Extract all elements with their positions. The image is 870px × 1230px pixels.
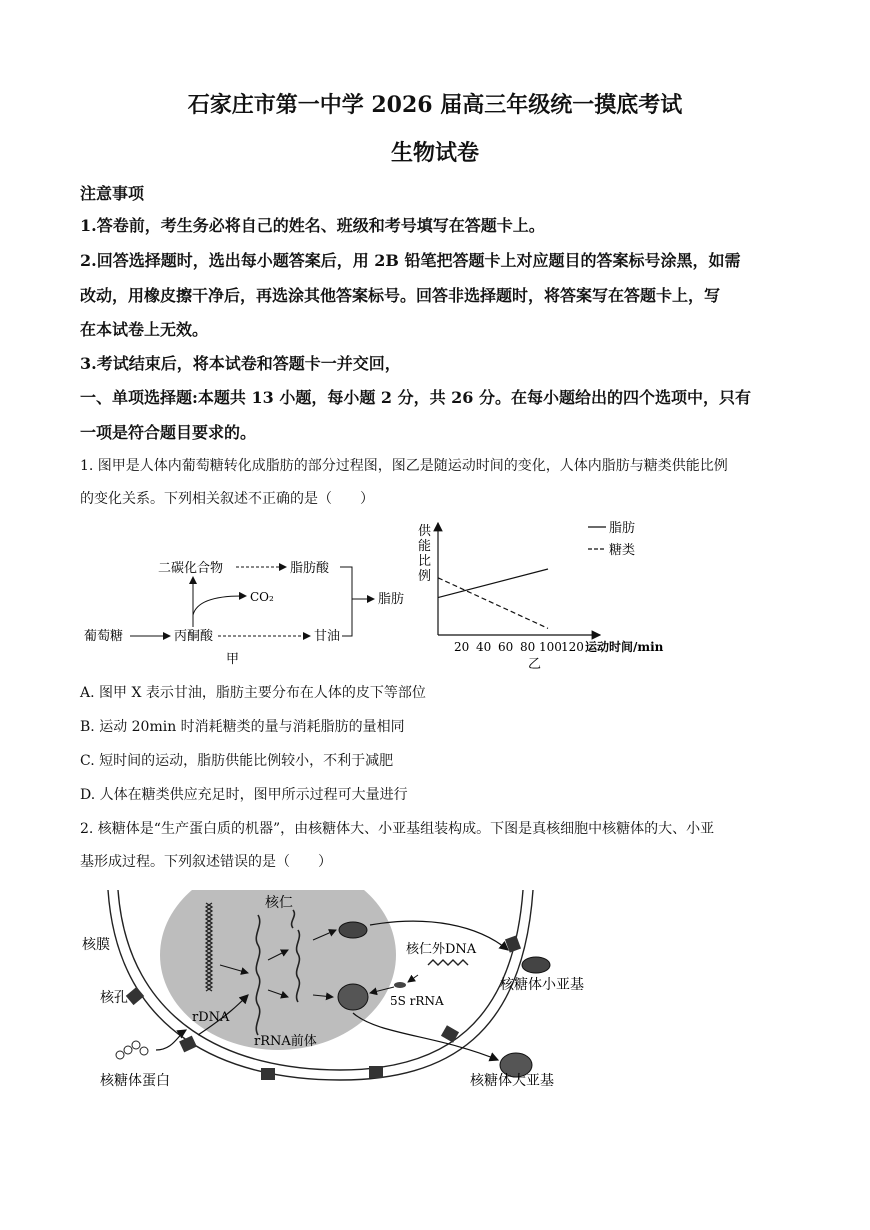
- large-subunit-precursor: [338, 984, 368, 1010]
- pyruvate-label: 丙酮酸: [174, 629, 214, 644]
- q1-chart-yi: [410, 515, 685, 675]
- section-heading-line-2: 一项是符合题目要求的。: [80, 423, 257, 442]
- chart-y-label-char: 能: [418, 539, 432, 554]
- exam-title: 石家庄市第一中学 2026 届高三年级统一摸底考试: [187, 92, 683, 118]
- q1-option-c: C. 短时间的运动，脂肪供能比例较小，不利于减肥: [80, 753, 394, 769]
- small-subunit-label: 核糖体小亚基: [500, 977, 584, 993]
- chart-caption: 乙: [528, 657, 542, 672]
- arrow-5s-rrna: [408, 975, 418, 982]
- exam-subtitle: 生物试卷: [390, 140, 479, 166]
- chart-y-label-char: 例: [418, 569, 432, 584]
- chart-x-tick-label: 120: [561, 640, 584, 654]
- small-subunit-precursor: [339, 922, 367, 938]
- q2-stem-line-2: 基形成过程。下列叙述错误的是（ ）: [80, 854, 332, 870]
- ribosomal-protein-cluster: [116, 1041, 148, 1059]
- q1-stem-line-2: 的变化关系。下列相关叙述不正确的是（ ）: [80, 491, 374, 507]
- chart-x-tick-label: 100: [539, 640, 562, 654]
- ribosomal-protein-label: 核糖体蛋白: [100, 1073, 170, 1089]
- fatty-acid-label: 脂肪酸: [290, 561, 330, 576]
- rdna-label: rDNA: [192, 1010, 230, 1025]
- q1-diagram-jia: [78, 545, 418, 670]
- pre-rrna-label: rRNA前体: [254, 1034, 317, 1049]
- arrow-co2: [193, 596, 246, 615]
- 5s-rrna-label: 5S rRNA: [390, 994, 444, 1008]
- fat-label: 脂肪: [378, 592, 405, 607]
- chart-y-label-char: 比: [418, 554, 432, 569]
- merge-bracket: [340, 567, 352, 636]
- small-subunit: [522, 957, 550, 973]
- chart-x-tick-label: 40: [476, 640, 492, 654]
- notice-item-2-line-1: 2.回答选择题时，选出每小题答案后，用 2B 铅笔把答题卡上对应题目的答案标号涂黑，如需: [80, 251, 741, 270]
- pore-label: 核孔: [100, 990, 128, 1006]
- chart-series-line-fat: [438, 569, 548, 598]
- q1-option-a: A. 图甲 X 表示甘油，脂肪主要分布在人体的皮下等部位: [80, 685, 426, 701]
- nuclear-pore: [441, 1025, 459, 1042]
- extra-dna-label: 核仁外DNA: [406, 942, 477, 957]
- notice-item-3: 3.考试结束后，将本试卷和答题卡一并交回，: [80, 354, 401, 373]
- q1-option-d: D. 人体在糖类供应充足时，图甲所示过程可大量进行: [80, 787, 408, 803]
- envelope-label: 核膜: [82, 937, 110, 953]
- q1-stem-line-1: 1. 图甲是人体内葡萄糖转化成脂肪的部分过程图，图乙是随运动时间的变化，人体内脂肪与糖类供能比例: [80, 458, 728, 474]
- glucose-label: 葡萄糖: [84, 629, 124, 644]
- chart-x-tick-label: 80: [520, 640, 536, 654]
- chart-legend-label: 脂肪: [609, 521, 636, 536]
- nuclear-pore: [261, 1068, 275, 1080]
- chart-series-line-sugar: [438, 578, 548, 629]
- section-heading-line-1: 一、单项选择题:本题共 13 小题，每小题 2 分，共 26 分。在每小题给出的四个选项中，只有: [80, 388, 751, 407]
- notice-item-2-line-3: 在本试卷上无效。: [80, 320, 209, 339]
- glycerol-label: 甘油: [314, 629, 341, 644]
- arrow-protein-import: [156, 1030, 186, 1050]
- 5s-rrna-molecule: [394, 982, 406, 988]
- chart-x-tick-label: 60: [498, 640, 514, 654]
- notice-item-1: 1.答卷前，考生务必将自己的姓名、班级和考号填写在答题卡上。: [80, 216, 545, 235]
- q1-option-b: B. 运动 20min 时消耗糖类的量与消耗脂肪的量相同: [80, 719, 405, 735]
- chart-x-label: 运动时间/min: [585, 640, 664, 654]
- chart-y-label: [418, 524, 432, 584]
- diagram-jia-caption: 甲: [226, 652, 240, 667]
- c2-compound-label: 二碳化合物: [158, 561, 224, 576]
- nuclear-pore: [179, 1036, 197, 1053]
- q2-stem-line-1: 2. 核糖体是“生产蛋白质的机器”，由核糖体大、小亚基组装构成。下图是真核细胞中核糖体的大、小亚: [80, 821, 715, 837]
- chart-legend: [588, 520, 635, 558]
- notice-heading: 注意事项: [80, 184, 145, 203]
- chart-legend-label: 糖类: [609, 543, 636, 558]
- notice-item-2-line-2: 改动，用橡皮擦干净后，再选涂其他答案标号。回答非选择题时，将答案写在答题卡上，写: [80, 286, 721, 305]
- nuclear-pore: [126, 987, 144, 1005]
- co2-label: CO₂: [250, 590, 274, 604]
- q2-ribosome-diagram: [78, 885, 638, 1100]
- chart-x-tick-label: 20: [454, 640, 470, 654]
- chart-y-label-char: 供: [418, 524, 432, 539]
- nuclear-pore: [369, 1066, 383, 1078]
- extra-dna-strand: [428, 960, 468, 965]
- large-subunit-label: 核糖体大亚基: [470, 1073, 554, 1089]
- nucleolus-label: 核仁: [265, 895, 293, 911]
